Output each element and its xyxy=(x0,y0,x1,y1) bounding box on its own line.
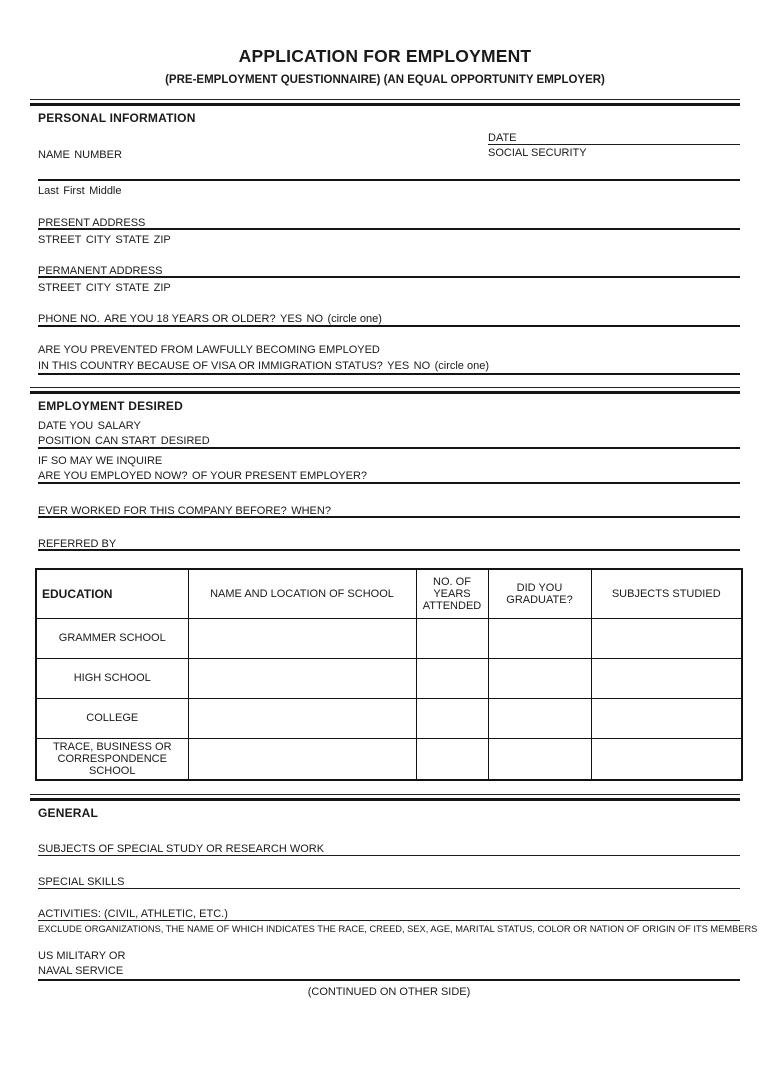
salary-label-line1: SALARY xyxy=(97,420,141,432)
date-field-line[interactable] xyxy=(488,128,740,145)
referred-by-label: REFERRED BY xyxy=(38,538,117,550)
table-row-grammar-school xyxy=(36,618,742,658)
inquire-label-line1: IF SO MAY WE INQUIRE xyxy=(38,455,163,467)
highschool-subjects-cell[interactable] xyxy=(591,658,742,698)
application-form-page xyxy=(0,46,770,1070)
age-yes-option[interactable]: YES xyxy=(280,313,303,325)
present-address-label: PRESENT ADDRESS xyxy=(38,217,146,229)
section-heading-personal: PERSONAL INFORMATION xyxy=(38,111,196,125)
education-heading: EDUCATION xyxy=(36,569,188,618)
ever-worked-label: EVER WORKED FOR THIS COMPANY BEFORE? xyxy=(38,505,287,517)
grammar-school-name-cell[interactable] xyxy=(188,618,416,658)
tradeschool-graduate-cell[interactable] xyxy=(488,738,591,780)
present-address-field-line[interactable] xyxy=(38,213,740,230)
special-skills-field-line[interactable] xyxy=(38,872,740,889)
tradeschool-name-cell[interactable] xyxy=(188,738,416,780)
special-skills-label: SPECIAL SKILLS xyxy=(38,875,125,888)
permanent-address-input-area[interactable] xyxy=(163,261,740,276)
special-study-label: SUBJECTS OF SPECIAL STUDY OR RESEARCH WORK xyxy=(38,842,325,855)
employed-now-input-area[interactable] xyxy=(173,466,310,482)
city-sublabel: CITY xyxy=(85,282,111,294)
college-years-cell[interactable] xyxy=(416,698,488,738)
special-study-input-area[interactable] xyxy=(318,839,740,855)
college-subjects-cell[interactable] xyxy=(591,698,742,738)
name-sublabel-middle: Middle xyxy=(89,185,122,197)
table-row-college xyxy=(36,698,742,738)
name-sublabels-row xyxy=(38,181,740,198)
position-label: POSITION xyxy=(38,435,91,447)
referred-by-field-line[interactable] xyxy=(38,534,740,551)
position-field-line[interactable] xyxy=(38,416,740,449)
section-divider xyxy=(30,387,740,394)
column-header-subjects: SUBJECTS STUDIED xyxy=(591,569,742,618)
when-input-area[interactable] xyxy=(430,501,740,516)
column-header-graduate: DID YOU GRADUATE? xyxy=(488,569,591,618)
military-label-line1: US MILITARY OR xyxy=(38,949,126,962)
tradeschool-years-cell[interactable] xyxy=(416,738,488,780)
permanent-address-sublabels-row xyxy=(38,278,740,295)
military-label-line2: NAVAL SERVICE xyxy=(38,964,124,977)
education-table xyxy=(35,568,743,781)
row-label-high-school: HIGH SCHOOL xyxy=(36,658,188,698)
phone-input-area[interactable] xyxy=(103,309,250,325)
visa-question-line1: ARE YOU PREVENTED FROM LAWFULLY BECOMING EMPLOYED xyxy=(38,344,380,356)
name-ssn-field-line[interactable] xyxy=(38,145,740,181)
college-graduate-cell[interactable] xyxy=(488,698,591,738)
section-heading-general: GENERAL xyxy=(38,805,99,820)
grammar-graduate-cell[interactable] xyxy=(488,618,591,658)
section-divider xyxy=(30,794,740,801)
when-label: WHEN? xyxy=(291,505,331,517)
row-label-college: COLLEGE xyxy=(36,698,188,738)
visa-question-line2: IN THIS COUNTRY BECAUSE OF VISA OR IMMIGRATION STATUS? xyxy=(38,360,383,372)
phone-label: PHONE NO. xyxy=(38,313,100,325)
column-header-years: NO. OF YEARS ATTENDED xyxy=(416,569,488,618)
highschool-years-cell[interactable] xyxy=(416,658,488,698)
table-row-trade-school xyxy=(36,738,742,780)
ssn-label-line2: NUMBER xyxy=(74,149,122,161)
referred-by-input-area[interactable] xyxy=(113,534,740,549)
exclude-organizations-note: EXCLUDE ORGANIZATIONS, THE NAME OF WHICH INDICATES THE RACE, CREED, SEX, AGE, MARITAL STATUS, COLOR OR NATION OF ORIGIN OF ITS MEMBERS xyxy=(38,923,758,934)
date-you-label-line2: CAN START xyxy=(95,435,157,447)
present-address-input-area[interactable] xyxy=(148,213,740,228)
section-divider xyxy=(30,99,740,106)
special-study-field-line[interactable] xyxy=(38,839,740,856)
state-sublabel: STATE xyxy=(115,282,150,294)
form-title: APPLICATION FOR EMPLOYMENT xyxy=(238,46,532,66)
highschool-name-cell[interactable] xyxy=(188,658,416,698)
present-address-sublabels-row xyxy=(38,230,740,247)
military-service-field-line[interactable] xyxy=(38,949,740,981)
grammar-years-cell[interactable] xyxy=(416,618,488,658)
table-row-high-school xyxy=(36,658,742,698)
visa-question-block xyxy=(38,340,740,375)
visa-no-option[interactable]: NO xyxy=(413,360,431,372)
college-name-cell[interactable] xyxy=(188,698,416,738)
tradeschool-subjects-cell[interactable] xyxy=(591,738,742,780)
date-input-area[interactable] xyxy=(528,128,740,144)
form-subtitle: (PRE-EMPLOYMENT QUESTIONNAIRE) (AN EQUAL OPPORTUNITY EMPLOYER) xyxy=(165,74,605,86)
column-header-school: NAME AND LOCATION OF SCHOOL xyxy=(188,569,416,618)
phone-age-field-line[interactable] xyxy=(38,309,740,327)
row-label-grammar-school: GRAMMER SCHOOL xyxy=(36,618,188,658)
state-sublabel: STATE xyxy=(115,234,150,246)
date-label: DATE xyxy=(488,132,517,144)
activities-field-line[interactable] xyxy=(38,904,740,921)
permanent-address-label: PERMANENT ADDRESS xyxy=(38,265,163,277)
row-label-trade-school: TRACE, BUSINESS OR CORRESPONDENCE SCHOOL xyxy=(36,738,188,780)
ssn-input-area[interactable] xyxy=(578,145,740,179)
ever-worked-input-area[interactable] xyxy=(268,501,380,516)
grammar-subjects-cell[interactable] xyxy=(591,618,742,658)
continued-note: (CONTINUED ON OTHER SIDE) xyxy=(307,985,471,998)
employed-now-label: ARE YOU EMPLOYED NOW? xyxy=(38,470,188,482)
activities-input-area[interactable] xyxy=(228,904,740,920)
salary-input-area[interactable] xyxy=(538,431,740,447)
start-date-input-area[interactable] xyxy=(383,431,480,447)
ssn-label-line1: SOCIAL SECURITY xyxy=(488,147,587,159)
visa-yes-option[interactable]: YES xyxy=(387,360,410,372)
age-no-option[interactable]: NO xyxy=(306,313,323,325)
street-sublabel: STREET xyxy=(38,234,82,246)
highschool-graduate-cell[interactable] xyxy=(488,658,591,698)
date-you-label-line1: DATE YOU xyxy=(38,420,94,432)
zip-sublabel: ZIP xyxy=(153,282,171,294)
age-question-label: ARE YOU 18 YEARS OR OLDER? xyxy=(104,313,276,325)
name-sublabel-last: Last xyxy=(38,185,59,197)
name-sublabel-first: First xyxy=(63,185,85,197)
section-heading-employment: EMPLOYMENT DESIRED xyxy=(38,399,183,413)
permanent-address-field-line[interactable] xyxy=(38,261,740,278)
inquire-label-line2: OF YOUR PRESENT EMPLOYER? xyxy=(192,470,368,482)
position-input-area[interactable] xyxy=(93,431,310,447)
special-skills-input-area[interactable] xyxy=(128,872,740,888)
activities-label: ACTIVITIES: (CIVIL, ATHLETIC, ETC.) xyxy=(38,907,228,920)
salary-label-line2: DESIRED xyxy=(160,435,210,447)
name-input-area[interactable] xyxy=(80,145,480,179)
circle-one-hint: (circle one) xyxy=(434,360,489,372)
ever-worked-field-line[interactable] xyxy=(38,501,740,518)
name-label: NAME xyxy=(38,149,70,161)
inquire-input-area[interactable] xyxy=(478,466,740,482)
employed-now-field-line[interactable] xyxy=(38,451,740,484)
zip-sublabel: ZIP xyxy=(153,234,171,246)
circle-one-hint: (circle one) xyxy=(327,313,382,325)
city-sublabel: CITY xyxy=(85,234,111,246)
street-sublabel: STREET xyxy=(38,282,82,294)
